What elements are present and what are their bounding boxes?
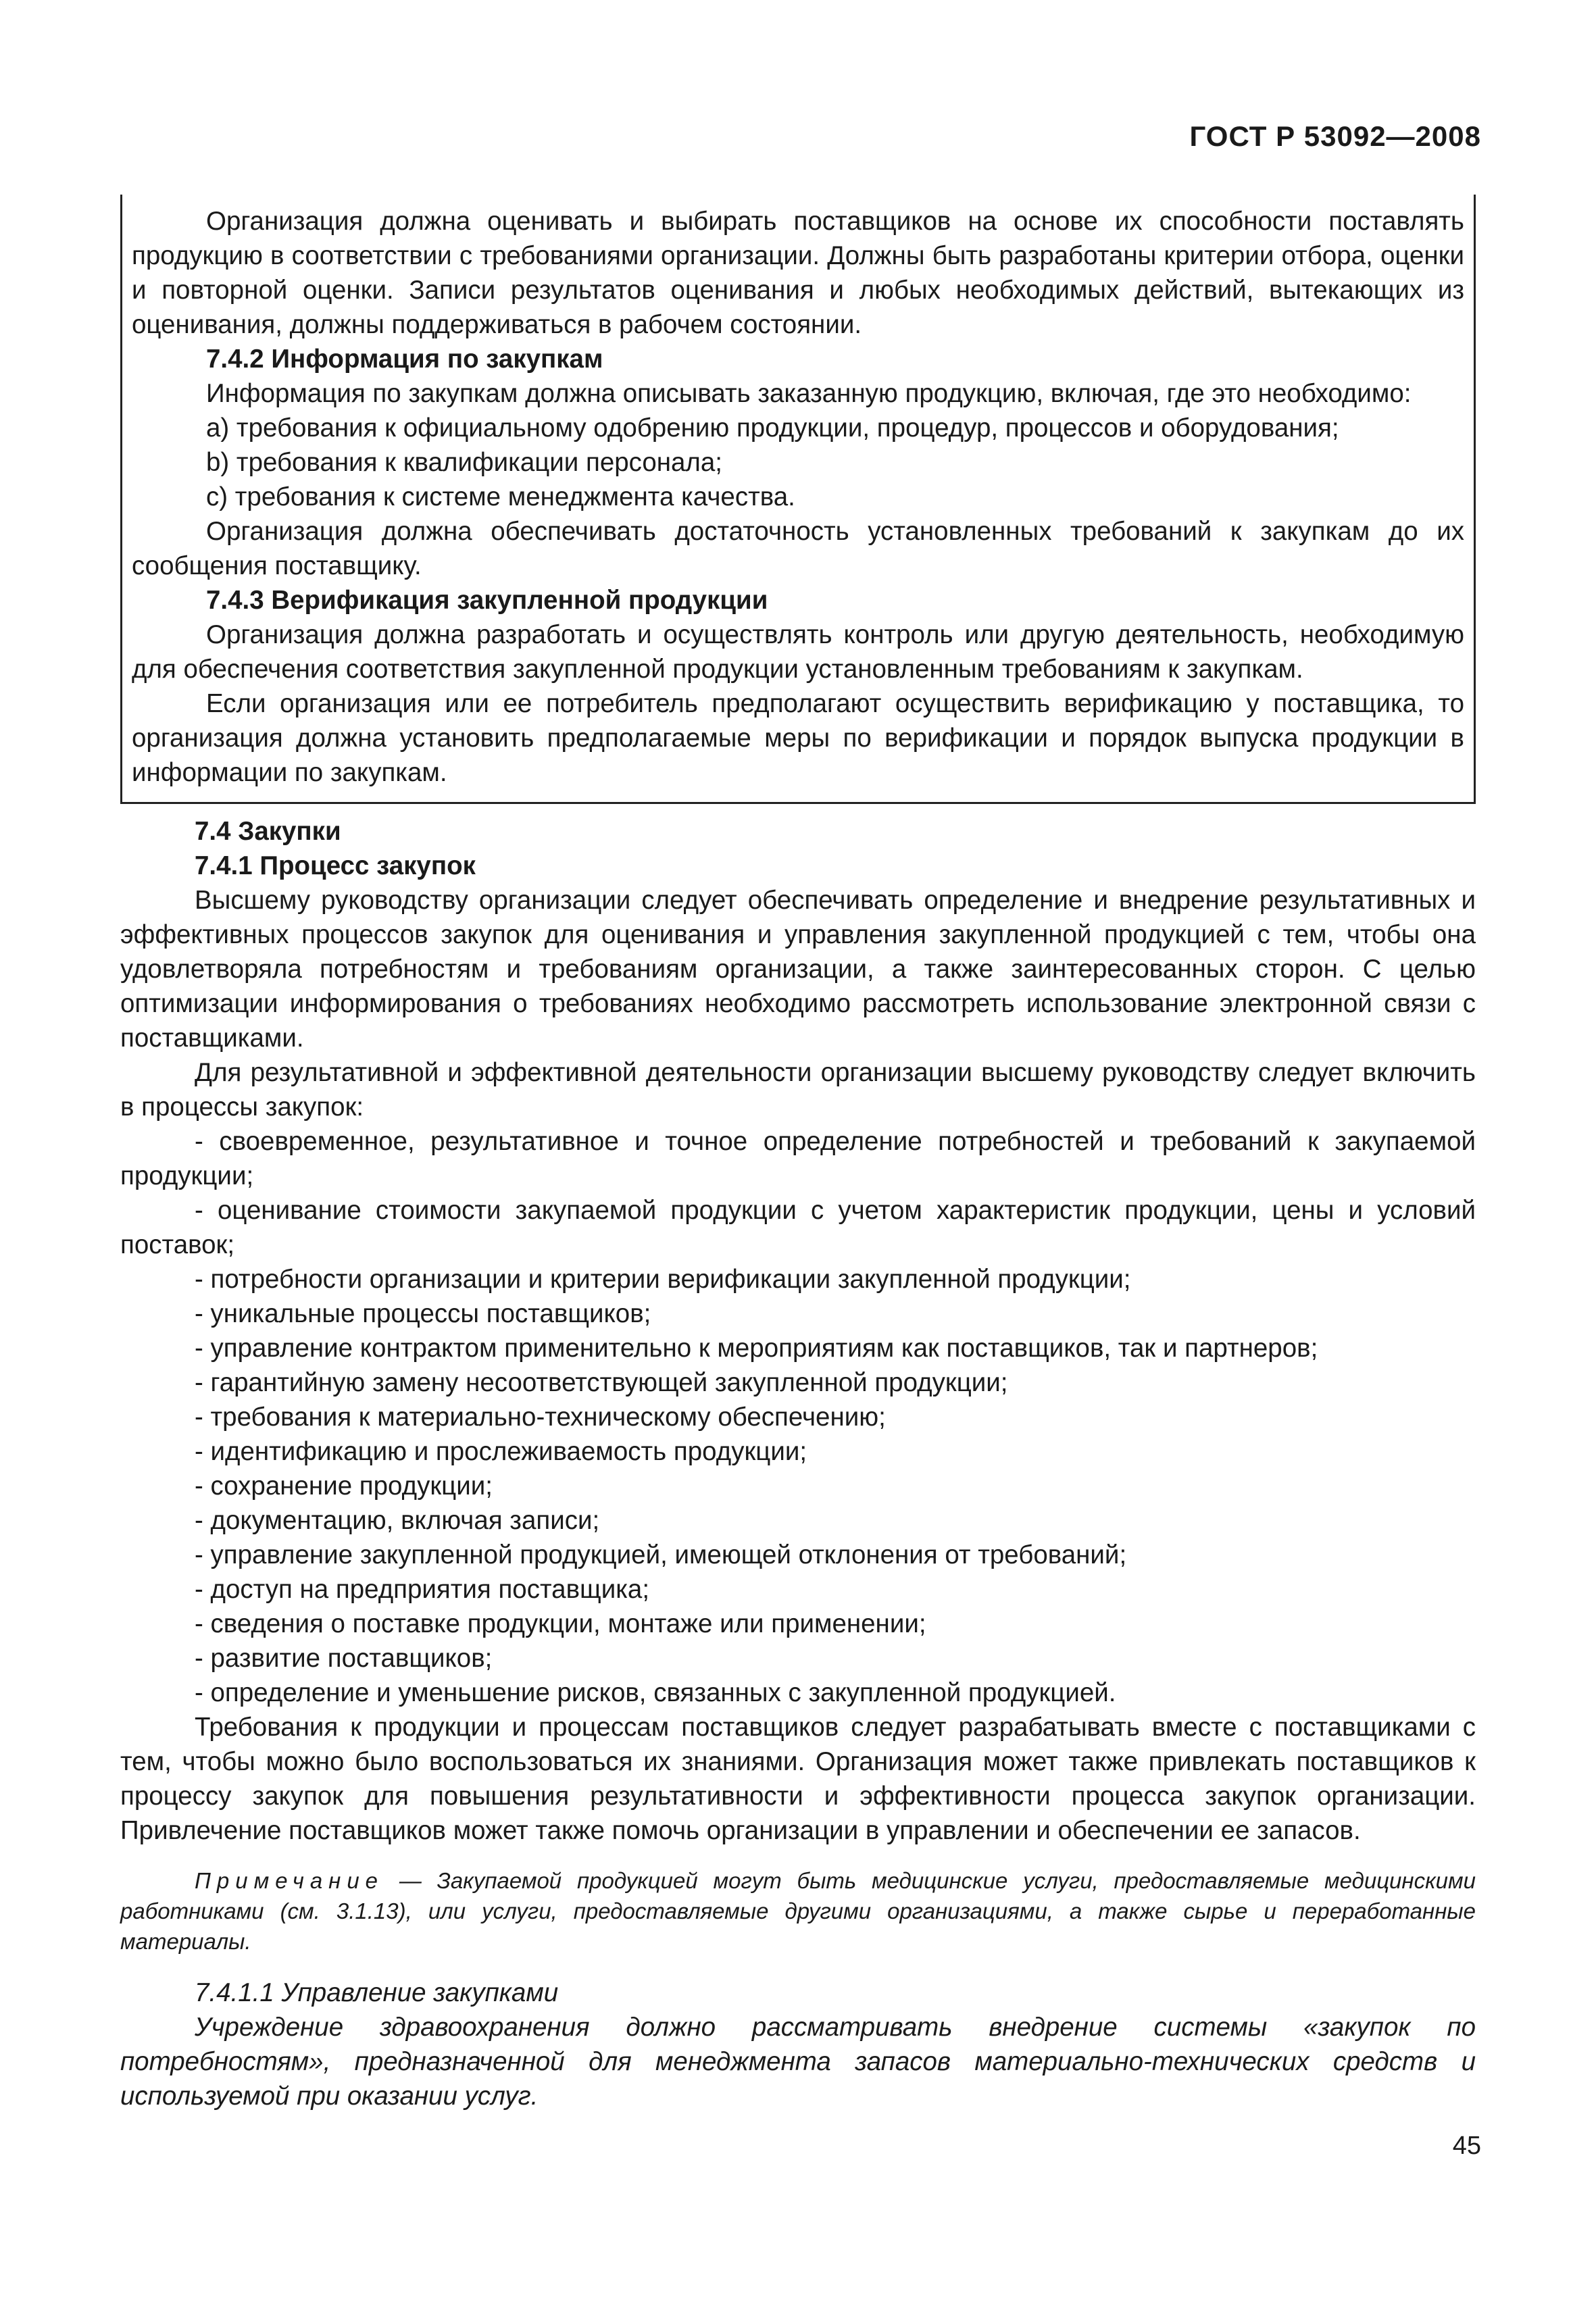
note-label: Примечание — [195, 1868, 384, 1893]
list-item: - управление закупленной продукцией, имеющей отклонения от требований; — [195, 1540, 1127, 1569]
list-item: - сохранение продукции; — [195, 1472, 493, 1501]
section-heading-7-4-2: 7.4.2 Информация по закупкам — [206, 345, 603, 374]
section-heading-7-4-1: 7.4.1 Процесс закупок — [195, 851, 476, 880]
note — [120, 1865, 1476, 1957]
list-item: - оценивание стоимости закупаемой продукции с учетом характеристик продукции, цены и условий поставок; — [120, 1196, 1476, 1259]
list-item: c) требования к системе менеджмента качества. — [206, 482, 795, 511]
list-item: - гарантийную замену несоответствующей закупленной продукции; — [195, 1368, 1008, 1397]
list-item: - сведения о поставке продукции, монтаже или применении; — [195, 1609, 926, 1638]
list-item: - уникальные процессы поставщиков; — [195, 1299, 651, 1328]
section-heading-7-4-1-1: 7.4.1.1 Управление закупками — [195, 1978, 559, 2007]
list-item: - определение и уменьшение рисков, связанных с закупленной продукцией. — [195, 1678, 1116, 1707]
paragraph: Если организация или ее потребитель предполагают осуществить верификацию у поставщика, то организация должна установить предполагаемые меры по верификации и порядок выпуска продукции в информации по закупкам. — [132, 689, 1464, 787]
paragraph: Высшему руководству организации следует обеспечивать определение и внедрение результативных и эффективных процессов закупок для оценивания и управления закупленной продукцией с тем, чтобы она удовлетворяла потребностям и требованиям организации, а также заинтересованных сторон. С целью оптимизации информирования о требованиях необходимо рассмотреть использование электронной связи с поставщиками. — [120, 886, 1476, 1053]
requirements-list — [120, 1124, 1476, 1710]
list-item: a) требования к официальному одобрению продукции, процедур, процессов и оборудования; — [206, 413, 1339, 443]
paragraph: Для результативной и эффективной деятельности организации высшему руководству следует включить в процессы закупок: — [120, 1058, 1476, 1122]
note-text: — Закупаемой продукцией могут быть медицинские услуги, предоставляемые медицинскими работниками (см. 3.1.13), или услуги, предоставляемые другими организациями, а также сырье и переработанные материалы. — [120, 1868, 1476, 1954]
list-item: b) требования к квалификации персонала; — [206, 448, 723, 477]
document-id: ГОСТ Р 53092—2008 — [1189, 120, 1481, 152]
list-item: - потребности организации и критерии верификации закупленной продукции; — [195, 1265, 1131, 1294]
section-heading-7-4: 7.4 Закупки — [195, 817, 341, 846]
boxed-excerpt — [120, 195, 1476, 804]
list-item: - документацию, включая записи; — [195, 1506, 600, 1535]
main-text — [120, 814, 1476, 2113]
section-heading-7-4-3: 7.4.3 Верификация закупленной продукции — [206, 586, 768, 615]
list-item: - управление контрактом применительно к мероприятиям как поставщиков, так и партнеров; — [195, 1334, 1318, 1363]
paragraph: Организация должна оценивать и выбирать поставщиков на основе их способности поставлять продукцию в соответствии с требованиями организации. Должны быть разработаны критерии отбора, оценки и повторной оценки. Записи результатов оценивания и любых необходимых действий, вытекающих из оценивания, должны поддерживаться в рабочем состоянии. — [132, 207, 1464, 339]
paragraph: Организация должна обеспечивать достаточность установленных требований к закупкам до их сообщения поставщику. — [132, 517, 1464, 580]
list-item: - доступ на предприятия поставщика; — [195, 1575, 650, 1604]
paragraph: Требования к продукции и процессам поставщиков следует разрабатывать вместе с поставщиками с тем, чтобы можно было воспользоваться их знаниями. Организация может также привлекать поставщиков к процессу закупок для повышения результативности и эффективности процесса закупок организации. Привлечение поставщиков может также помочь организации в управлении и обеспечении ее запасов. — [120, 1713, 1476, 1845]
page-number: 45 — [1452, 2132, 1481, 2160]
paragraph: Информация по закупкам должна описывать заказанную продукцию, включая, где это необходимо: — [206, 379, 1412, 408]
paragraph: Учреждение здравоохранения должно рассматривать внедрение системы «закупок по потребностям», предназначенной для менеджмента запасов материально-технических средств и используемой при оказании услуг. — [120, 2013, 1476, 2111]
list-item: - идентификацию и прослеживаемость продукции; — [195, 1437, 807, 1466]
list-item: - требования к материально-техническому обеспечению; — [195, 1403, 886, 1432]
paragraph: Организация должна разработать и осуществлять контроль или другую деятельность, необходимую для обеспечения соответствия закупленной продукции установленным требованиям к закупкам. — [132, 620, 1464, 684]
list-item: - своевременное, результативное и точное определение потребностей и требований к закупаемой продукции; — [120, 1127, 1476, 1190]
list-item: - развитие поставщиков; — [195, 1644, 493, 1673]
